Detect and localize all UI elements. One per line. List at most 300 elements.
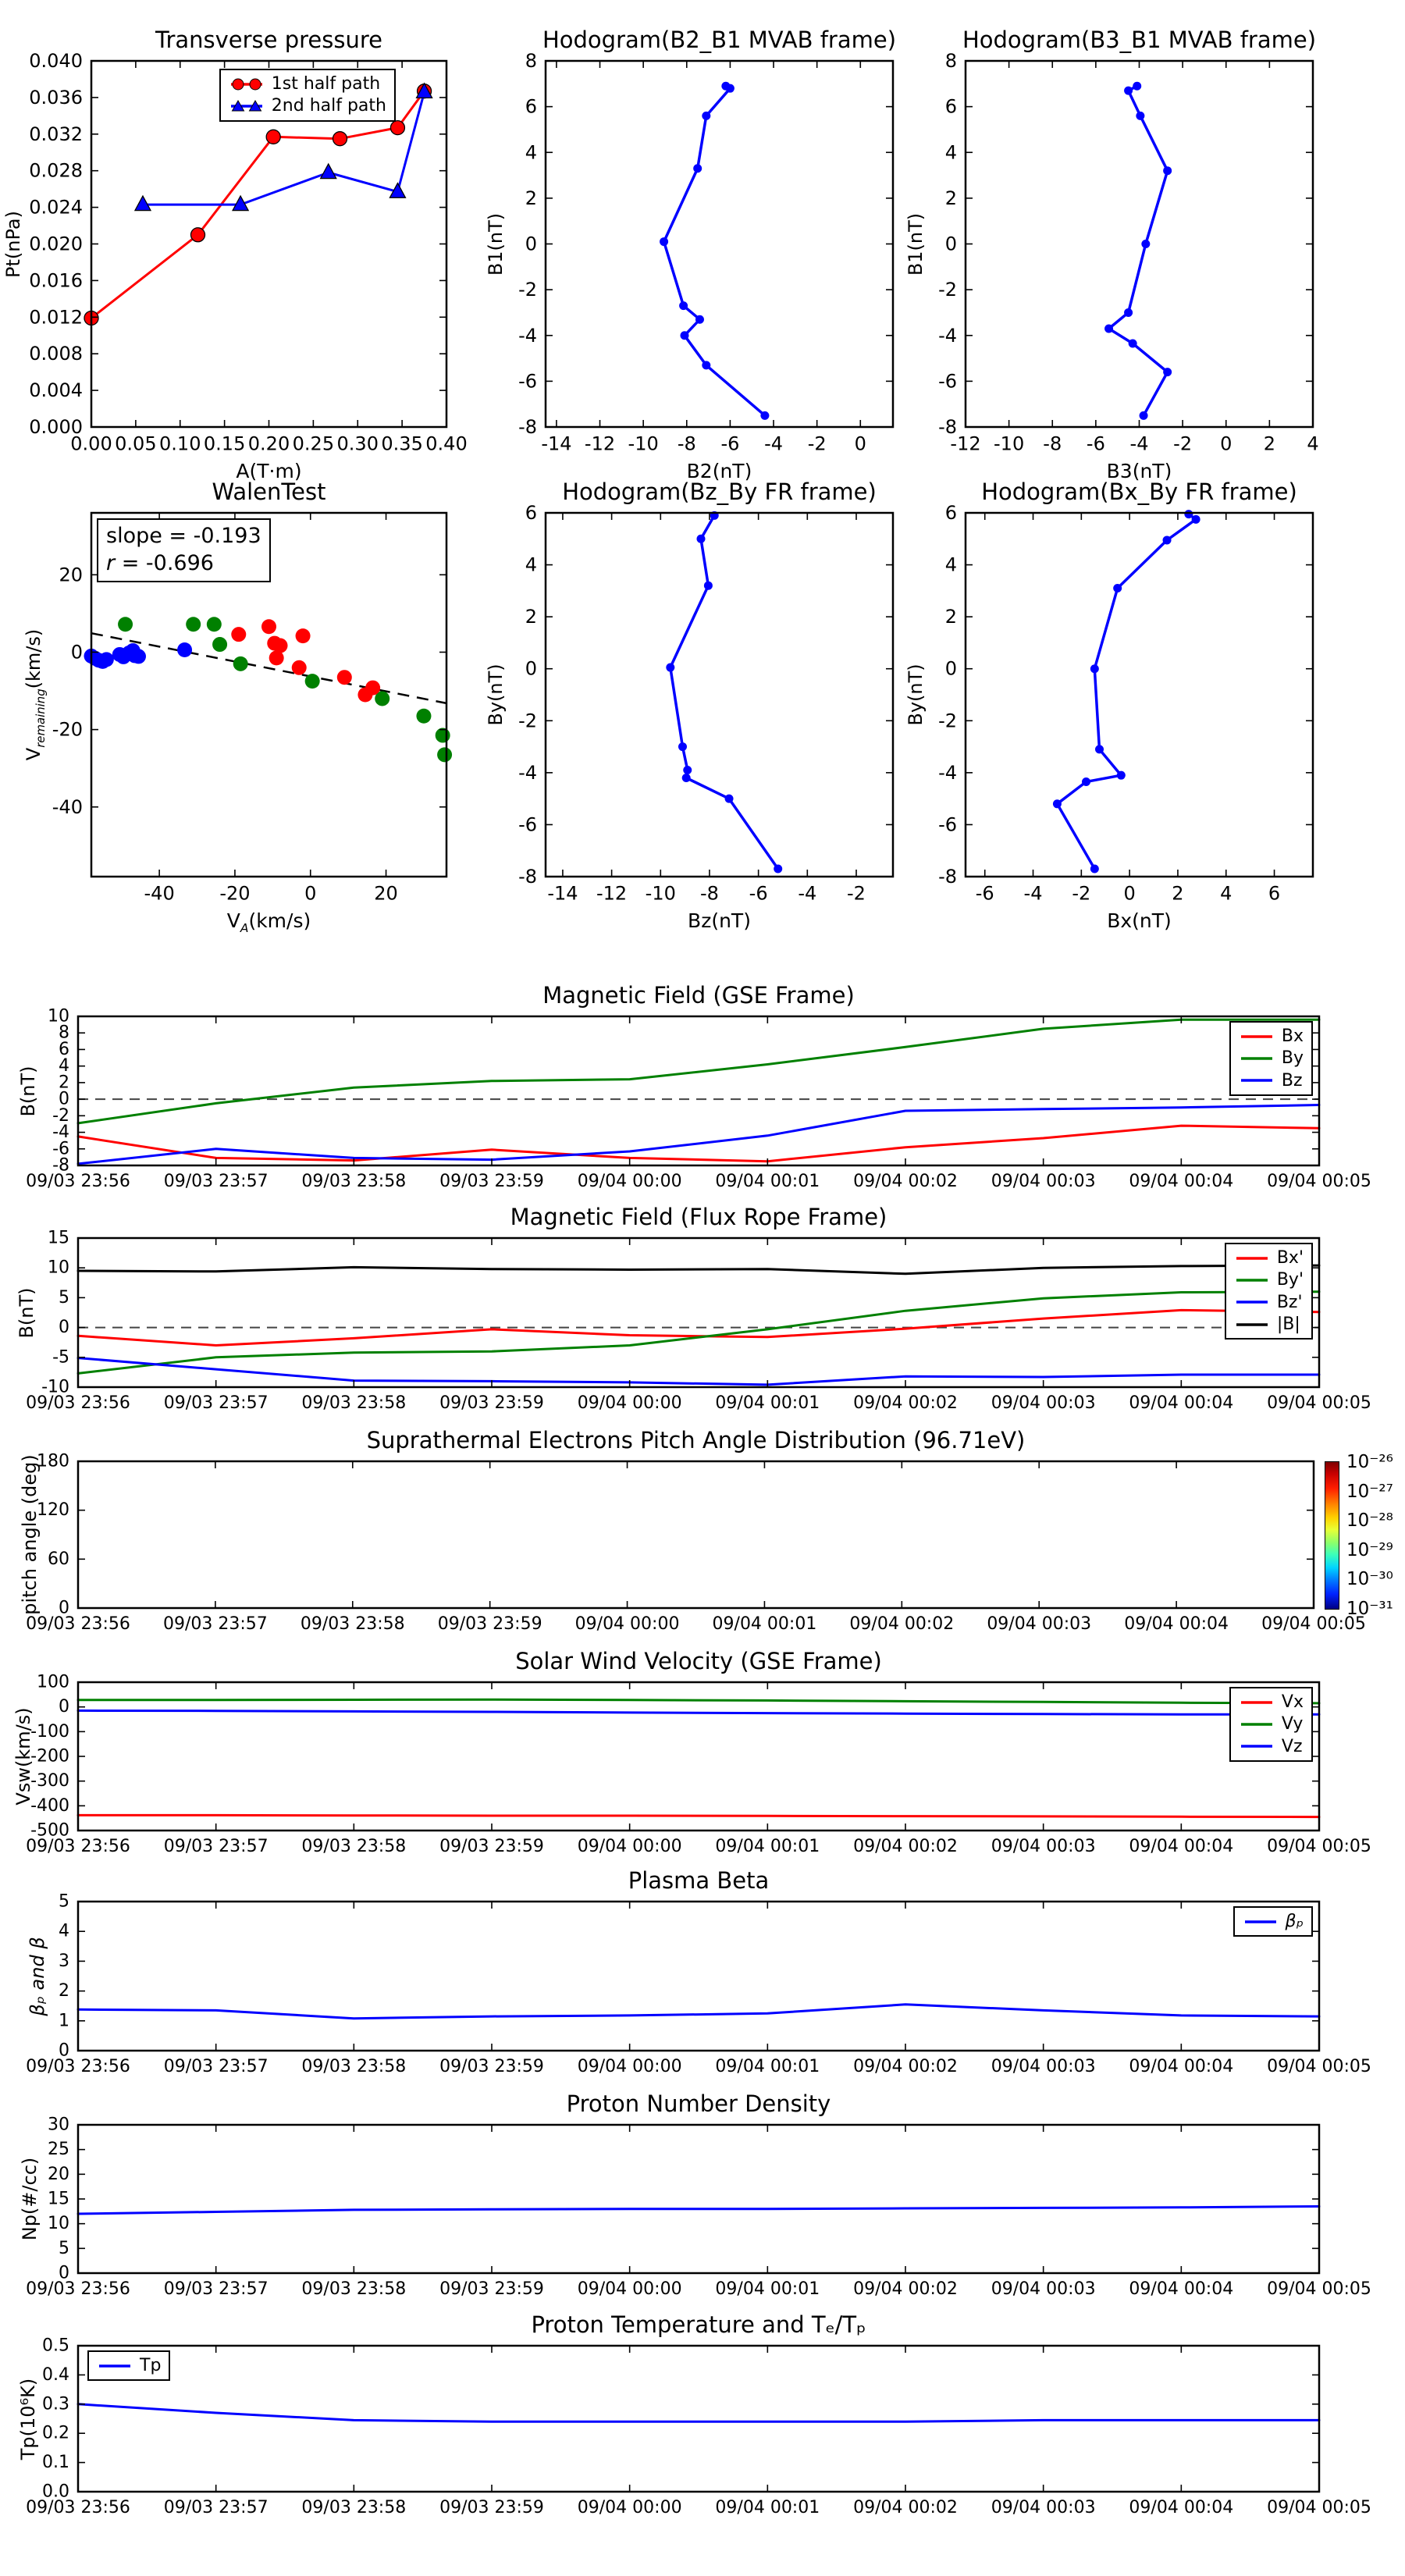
x-tick-label: 09/04 00:04: [1129, 2279, 1234, 2300]
data-point: [269, 650, 284, 665]
data-point: [660, 237, 668, 246]
x-tick-label: 09/04 00:02: [853, 2279, 958, 2300]
x-tick-label: 0: [304, 882, 317, 905]
colorbar-label: 10⁻²⁷: [1346, 1481, 1393, 1502]
x-tick-label: 09/04 00:02: [849, 1614, 955, 1635]
ticks: [78, 2125, 1319, 2273]
x-tick-label: 09/03 23:58: [301, 1393, 407, 1414]
x-tick-label: -2: [847, 882, 866, 905]
x-tick-label: 09/03 23:57: [163, 2498, 269, 2518]
y-tick-label: -4: [938, 761, 957, 784]
data-point: [1095, 745, 1104, 753]
data-point: [233, 656, 248, 671]
x-tick-label: 09/04 00:00: [577, 2057, 682, 2077]
axes-frame: [546, 61, 893, 427]
colorbar-label: 10⁻²⁶: [1346, 1452, 1393, 1472]
x-tick-label: 6: [1268, 882, 1281, 905]
y-tick-label: -8: [52, 1155, 69, 1176]
y-tick-label: 4: [59, 1921, 69, 1941]
y-tick-label: 0: [59, 1318, 69, 1338]
x-tick-label: 09/03 23:59: [439, 2498, 544, 2518]
y-tick-label: 0.000: [29, 416, 83, 438]
series-line-tp: [78, 2404, 1319, 2421]
y-tick-label: 1: [59, 2011, 69, 2031]
legend-item: [1239, 1026, 1304, 1046]
text-part: 1st half path: [271, 74, 381, 94]
x-tick-label: -2: [1173, 432, 1193, 455]
legend-swatch-icon: [1239, 1051, 1275, 1066]
text-part: V: [23, 747, 45, 761]
axes-frame: [78, 2125, 1319, 2273]
y-tick-label: -2: [938, 279, 957, 301]
y-tick-label: 25: [48, 2140, 69, 2160]
panel-ts3: [19, 1427, 1393, 1635]
axes-frame: [78, 1902, 1319, 2051]
data-point: [99, 652, 114, 667]
ticks: [546, 513, 893, 877]
y-tick-label: 4: [525, 553, 537, 576]
x-tick-label: 4: [1220, 882, 1232, 905]
legend-item: [1234, 1248, 1304, 1268]
x-tick-label: 09/03 23:59: [439, 2279, 544, 2300]
y-tick-label: 100: [37, 1672, 69, 1692]
data-point: [266, 130, 280, 144]
x-tick-label: 09/04 00:00: [574, 1614, 680, 1635]
x-tick-label: 09/04 00:01: [715, 2057, 820, 2077]
data-point: [1090, 664, 1099, 673]
data-point: [1133, 82, 1141, 91]
text-part: r: [106, 551, 116, 576]
data-point: [760, 411, 769, 420]
y-tick-label: 8: [944, 50, 957, 72]
y-tick-label: -2: [52, 1105, 69, 1126]
data-point: [390, 121, 404, 135]
y-tick-label: 0.5: [42, 2336, 69, 2356]
colorbar-label: 10⁻³¹: [1346, 1599, 1393, 1619]
x-tick-label: 09/03 23:57: [162, 1614, 268, 1635]
series-line-b2-b1: [664, 86, 765, 415]
data-point: [261, 619, 276, 634]
text-part: By: [1281, 1048, 1304, 1069]
legend-item: [229, 74, 386, 94]
y-tick-label: 4: [944, 553, 957, 576]
legend-item: [1239, 1692, 1304, 1712]
y-tick-label: -2: [518, 710, 537, 732]
x-tick-label: -6: [749, 882, 768, 905]
y-tick-label: 8: [525, 50, 537, 72]
y-tick-label: 6: [944, 502, 957, 524]
x-tick-label: 09/04 00:03: [991, 1837, 1096, 1857]
series-line-bz-: [78, 1358, 1319, 1385]
y-tick-label: 5: [59, 1287, 69, 1308]
x-tick-label: 4: [1307, 432, 1319, 455]
x-tick-label: 09/04 00:01: [715, 1837, 820, 1857]
x-tick-label: 09/04 00:03: [991, 2057, 1096, 2077]
panel-title: Hodogram(Bz_By FR frame): [562, 479, 877, 505]
y-tick-label: -6: [518, 813, 537, 836]
ticks: [78, 1461, 1314, 1608]
data-point: [1141, 240, 1150, 248]
x-tick-label: 09/03 23:57: [163, 1393, 269, 1414]
text-part: Vz: [1281, 1736, 1303, 1756]
y-tick-label: -400: [30, 1795, 69, 1816]
panel-p2: [485, 27, 897, 482]
series-points-outbound: [231, 619, 380, 702]
data-point: [1082, 777, 1090, 786]
x-tick-label: 09/03 23:56: [26, 1172, 130, 1192]
x-tick-label: 09/03 23:56: [26, 2279, 130, 2300]
x-tick-label: 09/04 00:01: [715, 1172, 820, 1192]
ticks: [78, 1682, 1319, 1831]
data-point: [693, 164, 702, 173]
y-axis-label: βₚ and β: [27, 1936, 48, 2016]
x-tick-label: -10: [645, 882, 676, 905]
x-tick-label: 09/03 23:57: [163, 1172, 269, 1192]
y-tick-label: 4: [944, 141, 957, 164]
legend-item: [1234, 1315, 1304, 1334]
y-tick-label: 0: [70, 641, 83, 664]
y-tick-label: 6: [59, 1039, 69, 1059]
series-line-bx-by: [1057, 514, 1196, 869]
text-part: Vx: [1281, 1692, 1304, 1712]
x-tick-label: 09/04 00:00: [577, 2498, 682, 2518]
data-point: [305, 674, 320, 688]
y-tick-label: 5: [59, 2238, 69, 2258]
legend-swatch-icon: [1234, 1251, 1270, 1265]
data-point: [333, 132, 347, 146]
y-tick-label: 120: [37, 1500, 69, 1521]
x-tick-label: -6: [720, 432, 740, 455]
x-tick-label: 09/04 00:04: [1129, 1837, 1234, 1857]
data-point: [1140, 411, 1148, 420]
x-tick-label: 09/04 00:02: [853, 1172, 958, 1192]
y-tick-label: 0.024: [29, 196, 83, 219]
y-tick-label: -200: [30, 1746, 69, 1767]
text-part: A: [240, 921, 249, 935]
x-tick-label: 09/03 23:56: [26, 1393, 130, 1414]
x-tick-label: 09/04 00:03: [991, 2498, 1096, 2518]
x-tick-label: 09/04 00:00: [577, 1837, 682, 1857]
x-tick-label: 09/04 00:03: [991, 1172, 1096, 1192]
y-tick-label: 0: [59, 1089, 69, 1109]
annotation-line: [106, 522, 261, 550]
x-tick-label: -12: [950, 432, 981, 455]
x-tick-label: 09/03 23:59: [437, 1614, 542, 1635]
y-tick-label: 0.020: [29, 233, 83, 255]
x-axis-label: Bx(nT): [1107, 909, 1172, 932]
data-point: [696, 535, 705, 543]
y-tick-label: 2: [59, 1981, 69, 2001]
legend-swatch-icon: [1234, 1318, 1270, 1332]
legend: [219, 69, 396, 122]
data-point: [437, 747, 452, 762]
x-tick-label: 09/03 23:56: [26, 2498, 130, 2518]
panel-title: Hodogram(Bx_By FR frame): [981, 479, 1297, 505]
x-tick-label: -4: [1129, 432, 1149, 455]
x-tick-label: 09/03 23:59: [439, 1393, 544, 1414]
legend: [1229, 1687, 1313, 1762]
x-tick-label: -4: [764, 432, 783, 455]
ticks: [78, 2346, 1319, 2492]
x-tick-label: 20: [374, 882, 398, 905]
x-tick-label: 0.20: [247, 432, 290, 455]
y-tick-label: 4: [525, 141, 537, 164]
data-point: [1184, 510, 1193, 518]
y-tick-label: 30: [48, 2115, 69, 2135]
y-axis-label: [23, 629, 48, 760]
data-point: [177, 642, 192, 657]
y-tick-label: 6: [944, 95, 957, 118]
y-tick-label: 0: [59, 2041, 69, 2061]
x-tick-label: 09/03 23:58: [301, 2279, 407, 2300]
text-part: (km/s): [23, 628, 45, 689]
y-axis-label: Np(#/cc): [19, 2157, 41, 2241]
x-tick-label: 09/03 23:58: [301, 2057, 407, 2077]
text-part: Bx': [1276, 1248, 1304, 1268]
text-part: V: [226, 909, 240, 932]
y-tick-label: 0.040: [29, 50, 83, 72]
data-point: [774, 865, 782, 873]
x-tick-label: 0.10: [159, 432, 201, 455]
series-line-by-: [78, 1292, 1319, 1374]
y-tick-label: 0.4: [42, 2364, 69, 2385]
legend-swatch-icon: [1239, 1739, 1275, 1753]
y-axis-label: B(nT): [16, 1286, 37, 1339]
y-tick-label: 2: [59, 1073, 69, 1093]
series-points-bz-by: [666, 511, 782, 873]
panel-title: Proton Number Density: [566, 2090, 831, 2117]
y-tick-label: 15: [48, 1228, 69, 1248]
axes-frame: [546, 513, 893, 877]
x-tick-label: -8: [1043, 432, 1062, 455]
y-axis-label: Pt(nPa): [2, 210, 24, 278]
data-point: [1192, 515, 1200, 524]
panel-title: Hodogram(B3_B1 MVAB frame): [962, 27, 1317, 53]
y-axis-label: By(nT): [905, 664, 927, 726]
x-tick-label: 09/04 00:03: [991, 1393, 1096, 1414]
x-axis-label: Bz(nT): [688, 909, 751, 932]
x-tick-label: -12: [584, 432, 616, 455]
x-tick-label: 09/03 23:58: [301, 1172, 407, 1192]
text-part: Bz': [1276, 1292, 1303, 1312]
data-point: [1053, 799, 1062, 808]
x-tick-label: 09/04 00:00: [577, 1172, 682, 1192]
axes-frame: [78, 2346, 1319, 2492]
legend: [1229, 1021, 1313, 1096]
y-tick-label: 0.032: [29, 123, 83, 145]
series-line-np: [78, 2207, 1319, 2215]
colorbar: [1325, 1452, 1393, 1619]
y-tick-label: 15: [48, 2189, 69, 2209]
x-tick-label: 09/04 00:04: [1129, 1172, 1234, 1192]
x-tick-label: 09/04 00:02: [853, 1393, 958, 1414]
text-part: Tp: [140, 2356, 162, 2375]
series-points-b2-b1: [660, 82, 769, 420]
data-point: [695, 315, 704, 324]
legend-swatch-icon: [229, 99, 265, 113]
panel-p3: [905, 27, 1319, 482]
x-tick-label: -10: [628, 432, 659, 455]
x-tick-label: 2: [1263, 432, 1276, 455]
y-tick-label: 8: [59, 1023, 69, 1043]
y-tick-label: -20: [52, 718, 83, 741]
series-line-b3-b1: [1109, 86, 1168, 415]
x-tick-label: 09/03 23:59: [439, 1172, 544, 1192]
data-point: [679, 301, 688, 310]
y-tick-label: 2: [525, 606, 537, 628]
y-tick-label: 0: [525, 233, 537, 255]
y-tick-label: 0.2: [42, 2423, 69, 2443]
panel-p4: [23, 479, 446, 935]
panel-title: WalenTest: [212, 479, 326, 505]
panel-p1: [2, 27, 468, 482]
data-point: [1136, 112, 1144, 120]
text-part: βₚ: [1285, 1912, 1304, 1931]
y-tick-label: -2: [518, 279, 537, 301]
x-tick-label: 09/04 00:00: [577, 2279, 682, 2300]
data-point: [726, 84, 735, 93]
x-tick-label: 09/04 00:04: [1129, 2057, 1234, 2077]
x-tick-label: 09/04 00:05: [1267, 2279, 1371, 2300]
y-tick-label: 4: [59, 1056, 69, 1076]
y-tick-label: -6: [52, 1139, 69, 1159]
data-point: [207, 617, 222, 632]
x-tick-label: -20: [219, 882, 251, 905]
data-point: [1113, 584, 1122, 592]
y-tick-label: -4: [938, 324, 957, 347]
x-tick-label: 09/03 23:57: [163, 1837, 269, 1857]
x-tick-label: 09/03 23:57: [163, 2057, 269, 2077]
y-tick-label: 20: [48, 2164, 69, 2184]
x-tick-label: 09/04 00:02: [853, 2057, 958, 2077]
series-line-vx: [78, 1815, 1319, 1816]
data-point: [212, 637, 227, 652]
plot-p5: [518, 502, 893, 905]
data-point: [1117, 771, 1126, 780]
x-axis-label: A(T·m): [236, 460, 302, 482]
y-axis-label: B1(nT): [485, 212, 507, 276]
panel-title: Transverse pressure: [155, 27, 382, 53]
legend-item: [1243, 1912, 1304, 1931]
y-tick-label: -6: [518, 370, 537, 393]
text-part: Bx: [1281, 1026, 1304, 1046]
y-tick-label: 2: [944, 187, 957, 209]
x-tick-label: 09/04 00:02: [853, 1837, 958, 1857]
x-tick-label: -14: [547, 882, 578, 905]
y-tick-label: -300: [30, 1771, 69, 1791]
y-tick-label: -500: [30, 1820, 69, 1841]
legend-swatch-icon: [97, 2359, 133, 2373]
x-tick-label: 09/04 00:02: [853, 2498, 958, 2518]
y-axis-label: Vsw(km/s): [12, 1707, 34, 1806]
y-axis-label: Tp(10⁶K): [17, 2378, 39, 2460]
series-line-vy: [78, 1699, 1319, 1703]
y-tick-label: 0: [525, 657, 537, 680]
legend-swatch-icon: [229, 77, 265, 91]
series-points-b3-b1: [1104, 82, 1172, 420]
y-tick-label: 10: [48, 2214, 69, 2234]
data-point: [296, 628, 311, 643]
data-point: [1163, 166, 1172, 175]
x-tick-label: 0.15: [203, 432, 246, 455]
y-tick-label: 60: [48, 1549, 69, 1569]
series-points-bx-by: [1053, 510, 1200, 873]
x-tick-label: 09/03 23:56: [26, 1837, 130, 1857]
panel-title: Magnetic Field (Flux Rope Frame): [510, 1204, 887, 1230]
y-tick-label: 0.3: [42, 2394, 69, 2414]
series-line-vz: [78, 1710, 1319, 1714]
legend-swatch-icon: [1239, 1073, 1275, 1087]
legend-item: [1239, 1714, 1304, 1734]
text-part: 2nd half path: [271, 96, 386, 116]
plot-p6: [938, 502, 1313, 905]
legend-item: [97, 2356, 161, 2375]
x-tick-label: 09/04 00:04: [1124, 1614, 1229, 1635]
y-tick-label: 5: [59, 1891, 69, 1912]
legend-item: [229, 96, 386, 116]
x-tick-label: -4: [798, 882, 817, 905]
x-tick-label: -8: [699, 882, 719, 905]
data-point: [292, 660, 307, 675]
y-axis-label: B(nT): [17, 1065, 39, 1117]
y-tick-label: 0.008: [29, 343, 83, 365]
axes-frame: [78, 1461, 1314, 1608]
y-tick-label: 2: [525, 187, 537, 209]
x-tick-label: -10: [994, 432, 1025, 455]
y-tick-label: -100: [30, 1721, 69, 1742]
x-axis-label: B2(nT): [686, 460, 752, 482]
data-point: [678, 742, 687, 751]
x-tick-label: 09/04 00:03: [991, 2279, 1096, 2300]
panel-title: Magnetic Field (GSE Frame): [542, 982, 855, 1009]
x-tick-label: 0: [1123, 882, 1136, 905]
x-tick-label: -6: [975, 882, 994, 905]
plot-p2: [518, 50, 893, 455]
legend-item: [1239, 1071, 1304, 1091]
y-tick-label: -40: [52, 795, 83, 818]
panel-p6: [905, 479, 1313, 932]
legend-swatch-icon: [1239, 1695, 1275, 1710]
stats-annotation: [97, 518, 271, 582]
y-axis-label: B1(nT): [905, 212, 927, 276]
x-tick-label: 09/04 00:04: [1129, 1393, 1234, 1414]
y-tick-label: 0.0: [42, 2482, 69, 2502]
series-line-bz-by: [670, 515, 778, 869]
series-line-bz: [78, 1105, 1319, 1164]
series-points-inbound: [84, 642, 193, 669]
plot-p3: [938, 50, 1319, 455]
colorbar-label: 10⁻²⁸: [1346, 1510, 1393, 1532]
data-point: [337, 670, 352, 685]
legend-swatch-icon: [1243, 1915, 1279, 1929]
y-tick-label: -2: [938, 710, 957, 732]
x-tick-label: 09/03 23:58: [300, 1614, 405, 1635]
text-part: slope = -0.193: [106, 524, 261, 548]
x-tick-label: 0: [1220, 432, 1232, 455]
plot-ts4: [26, 1672, 1371, 1857]
annotation-line: [106, 550, 261, 577]
x-tick-label: 09/03 23:59: [439, 2057, 544, 2077]
text-part: (km/s): [248, 909, 311, 932]
x-tick-label: -40: [144, 882, 175, 905]
x-tick-label: 0.05: [115, 432, 157, 455]
series-line-beta-p: [78, 2005, 1319, 2019]
y-tick-label: -8: [938, 866, 957, 888]
data-point: [416, 709, 431, 724]
data-point: [725, 795, 734, 803]
x-tick-label: 09/03 23:58: [301, 1837, 407, 1857]
y-tick-label: 0.036: [29, 86, 83, 109]
